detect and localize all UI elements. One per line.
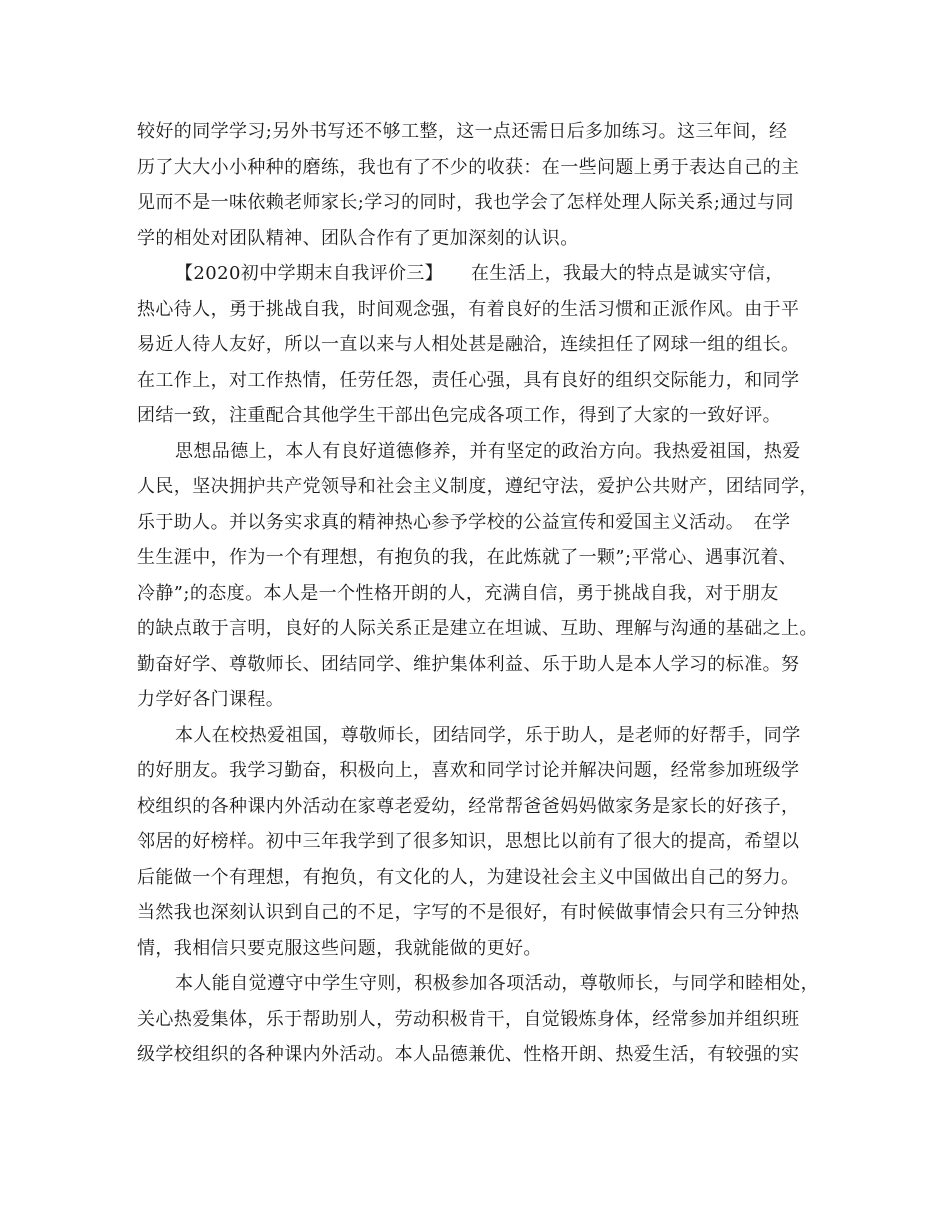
text-line: 力学好各门课程。 — [137, 689, 285, 710]
text-line: 团结一致，注重配合其他学生干部出色完成各项工作，得到了大家的一致好评。 — [137, 405, 781, 426]
text-line: 冷静”;的态度。本人是一个性格开朗的人，充满自信，勇于挑战自我，对于朋友 — [137, 582, 779, 604]
text-line: 人民，坚决拥护共产党领导和社会主义制度，遵纪守法，爱护公共财产，团结同学， — [137, 476, 818, 497]
text-line: 在工作上，对工作热情，任劳任怨，责任心强，具有良好的组织交际能力，和同学 — [137, 369, 800, 391]
text-line: 思想品德上，本人有良好道德修养，并有坚定的政治方向。我热爱祖国，热爱 — [175, 440, 801, 462]
text-line: 学的相处对团队精神、团队合作有了更加深刻的认识。 — [137, 227, 579, 249]
text-line: 本人能自觉遵守中学生守则，积极参加各项活动，尊敬师长，与同学和睦相处， — [175, 973, 819, 994]
text-line: 当然我也深刻认识到自己的不足，字写的不是很好，有时候做事情会只有三分钟热 — [137, 902, 800, 923]
text-line: 【2020初中学期末自我评价三】 在生活上，我最大的特点是诚实守信， — [175, 263, 784, 284]
text-line: 见而不是一味依赖老师家长;学习的同时，我也学会了怎样处理人际关系;通过与同 — [137, 192, 794, 213]
text-line: 校组织的各种课内外活动在家尊老爱幼，经常帮爸爸妈妈做家务是家长的好孩子， — [137, 795, 800, 817]
text-line: 关心热爱集体，乐于帮助别人，劳动积极肯干，自觉锻炼身体，经常参加并组织班 — [137, 1008, 800, 1030]
text-line: 的缺点敢于言明，良好的人际关系正是建立在坦诚、互助、理解与沟通的基础之上。 — [137, 618, 818, 639]
text-line: 情，我相信只要克服这些问题，我就能做的更好。 — [137, 937, 542, 959]
text-line: 易近人待人友好，所以一直以来与人相处甚是融洽，连续担任了网球一组的组长。 — [137, 334, 800, 355]
text-line: 后能做一个有理想，有抱负，有文化的人，为建设社会主义中国做出自己的努力。 — [137, 866, 800, 888]
text-line: 乐于助人。并以务实求真的精神热心参予学校的公益宣传和爱国主义活动。 在学 — [137, 511, 791, 533]
text-line: 本人在校热爱祖国，尊敬师长，团结同学，乐于助人，是老师的好帮手，同学 — [175, 724, 801, 746]
text-line: 生生涯中，作为一个有理想，有抱负的我，在此炼就了一颗”;平常心、遇事沉着、 — [137, 547, 798, 568]
text-line: 勤奋好学、尊敬师长、团结同学、维护集体利益、乐于助人是本人学习的标准。努 — [137, 653, 800, 675]
text-line: 邻居的好榜样。初中三年我学到了很多知识，思想比以前有了很大的提高，希望以 — [137, 831, 800, 852]
text-line: 热心待人，勇于挑战自我，时间观念强，有着良好的生活习惯和正派作风。由于平 — [137, 298, 800, 320]
text-line: 的好朋友。我学习勤奋，积极向上，喜欢和同学讨论并解决问题，经常参加班级学 — [137, 760, 800, 781]
text-line: 历了大大小小种种的磨练，我也有了不少的收获：在一些问题上勇于表达自己的主 — [137, 156, 800, 178]
document-body — [137, 114, 837, 1073]
text-line: 较好的同学学习;另外书写还不够工整，这一点还需日后多加练习。这三年间，经 — [137, 121, 788, 142]
text-line: 级学校组织的各种课内外活动。本人品德兼优、性格开朗、热爱生活，有较强的实 — [137, 1044, 800, 1065]
